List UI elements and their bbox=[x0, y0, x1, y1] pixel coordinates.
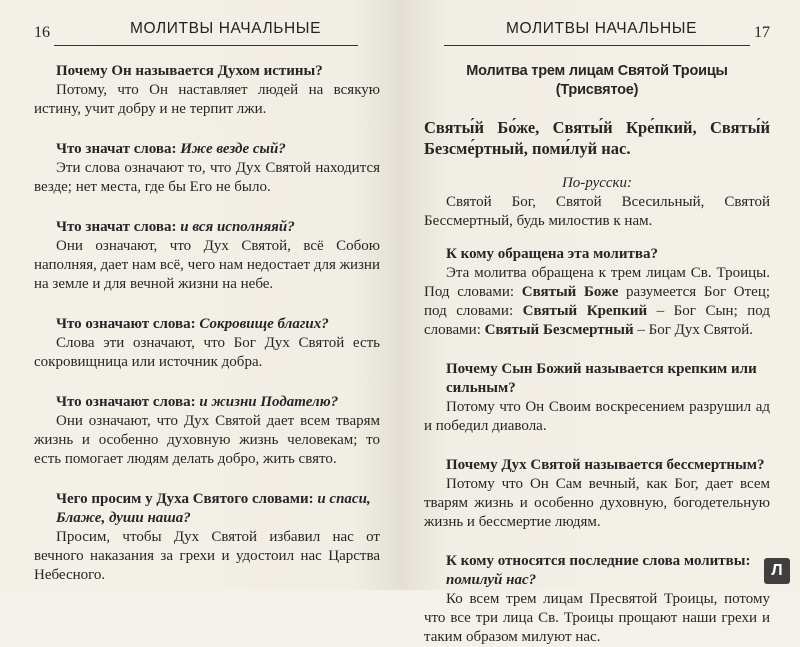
question-quote: и спаси, Блаже, души наша? bbox=[56, 491, 371, 526]
left-page-header bbox=[34, 14, 378, 44]
question-text: Что значат слова: bbox=[56, 219, 177, 235]
question bbox=[424, 552, 770, 590]
question bbox=[34, 140, 380, 159]
answer-text: разумеется Бог Отец; под словами: bbox=[424, 284, 771, 319]
question-text: К кому относятся последние слова молитвы: bbox=[446, 553, 751, 569]
question-quote: и жизни Подателю? bbox=[199, 394, 339, 410]
prayer-phrase: Святый Боже bbox=[521, 284, 619, 300]
answer: Потому что Он Сам вечный, как Бог, дает всем тварям жизнь и особенно духовную, богодетельную жизнь и бессмертие людям. bbox=[424, 476, 770, 530]
answer: Они означают, что Дух Святой, всё Собою наполняя, дает нам всё, чего нам недостает для жизни на земле и для вечной жизни на небе. bbox=[34, 238, 380, 292]
question-text: Чего просим у Духа Святого словами: bbox=[56, 491, 314, 507]
question bbox=[34, 218, 380, 237]
answer: Эти слова означают то, что Дух Святой находится везде; нет места, где бы Его не было. bbox=[34, 160, 380, 195]
answer: Просим, чтобы Дух Святой избавил нас от вечного наказания за грехи и удостоил нас Царства Небесного. bbox=[34, 529, 380, 583]
answer: Ко всем трем лицам Пресвятой Троицы, потому что все три лица Св. Троицы прощают наши грехи и таким образом милуют нас. bbox=[424, 591, 770, 645]
left-page bbox=[0, 0, 400, 590]
prayer-phrase: Святый Крепкий bbox=[522, 303, 648, 319]
prayer-title: Молитва трем лицам Святой Троицы (Трисвятое) bbox=[466, 63, 728, 98]
running-title: МОЛИТВЫ НАЧАЛЬНЫЕ bbox=[130, 20, 322, 37]
question-quote: Сокровище благих? bbox=[199, 316, 329, 332]
question-quote: Иже везде сый? bbox=[180, 141, 286, 157]
question: Почему Сын Божий называется крепким или сильным? bbox=[446, 361, 757, 396]
answer: Они означают, что Дух Святой дает всем тварям жизнь и особенно духовную жизнь человекам; то есть помогает людям делать добро, жить свято. bbox=[34, 413, 380, 467]
question bbox=[34, 315, 380, 334]
answer-text: Эта молитва обращена к трем лицам Св. Троицы. Под словами: bbox=[424, 265, 770, 300]
answer-text: – Бог Дух Святой. bbox=[633, 322, 754, 338]
answer: Потому что Он Своим воскресением разрушил ад и победил диавола. bbox=[424, 399, 770, 434]
question: Почему Он называется Духом истины? bbox=[56, 63, 323, 79]
question bbox=[34, 490, 380, 528]
russian-label: По-русски: bbox=[561, 175, 633, 191]
page-number: 17 bbox=[754, 24, 770, 41]
question: К кому обращена эта молитва? bbox=[446, 246, 658, 262]
question-text: Что означают слова: bbox=[56, 394, 196, 410]
question: Почему Дух Святой называется бессмертным? bbox=[446, 457, 765, 473]
answer: Потому, что Он наставляет людей на всякую истину, учит добру и не терпит лжи. bbox=[34, 82, 380, 117]
prayer-text: Святы́й Бо́же, Святы́й Кре́пкий, Святы́й Безсме́ртный, поми́луй нас. bbox=[424, 118, 770, 158]
question-quote: и вся исполняяй? bbox=[180, 219, 295, 235]
answer-text: – Бог Сын; под словами: bbox=[424, 303, 770, 338]
russian-translation: Святой Бог, Святой Всесильный, Святой Бессмертный, будь милостив к нам. bbox=[424, 194, 770, 229]
header-rule bbox=[444, 45, 750, 46]
right-page bbox=[400, 0, 800, 645]
left-page-content bbox=[34, 62, 380, 585]
question bbox=[34, 393, 380, 412]
answer: Слова эти означают, что Бог Дух Святой есть сокровищница или источник добра. bbox=[34, 335, 380, 370]
answer bbox=[424, 264, 770, 340]
question-text: Что значат слова: bbox=[56, 141, 177, 157]
publisher-logo-icon: Л bbox=[764, 558, 790, 584]
header-rule bbox=[54, 45, 358, 46]
right-page-header bbox=[424, 14, 770, 44]
prayer-phrase: Святый Безсмертный bbox=[484, 322, 634, 338]
page-number: 16 bbox=[34, 24, 50, 41]
running-title: МОЛИТВЫ НАЧАЛЬНЫЕ bbox=[506, 20, 698, 37]
right-page-content bbox=[424, 62, 770, 647]
question-quote: помилуй нас? bbox=[446, 572, 537, 588]
question-text: Что означают слова: bbox=[56, 316, 196, 332]
